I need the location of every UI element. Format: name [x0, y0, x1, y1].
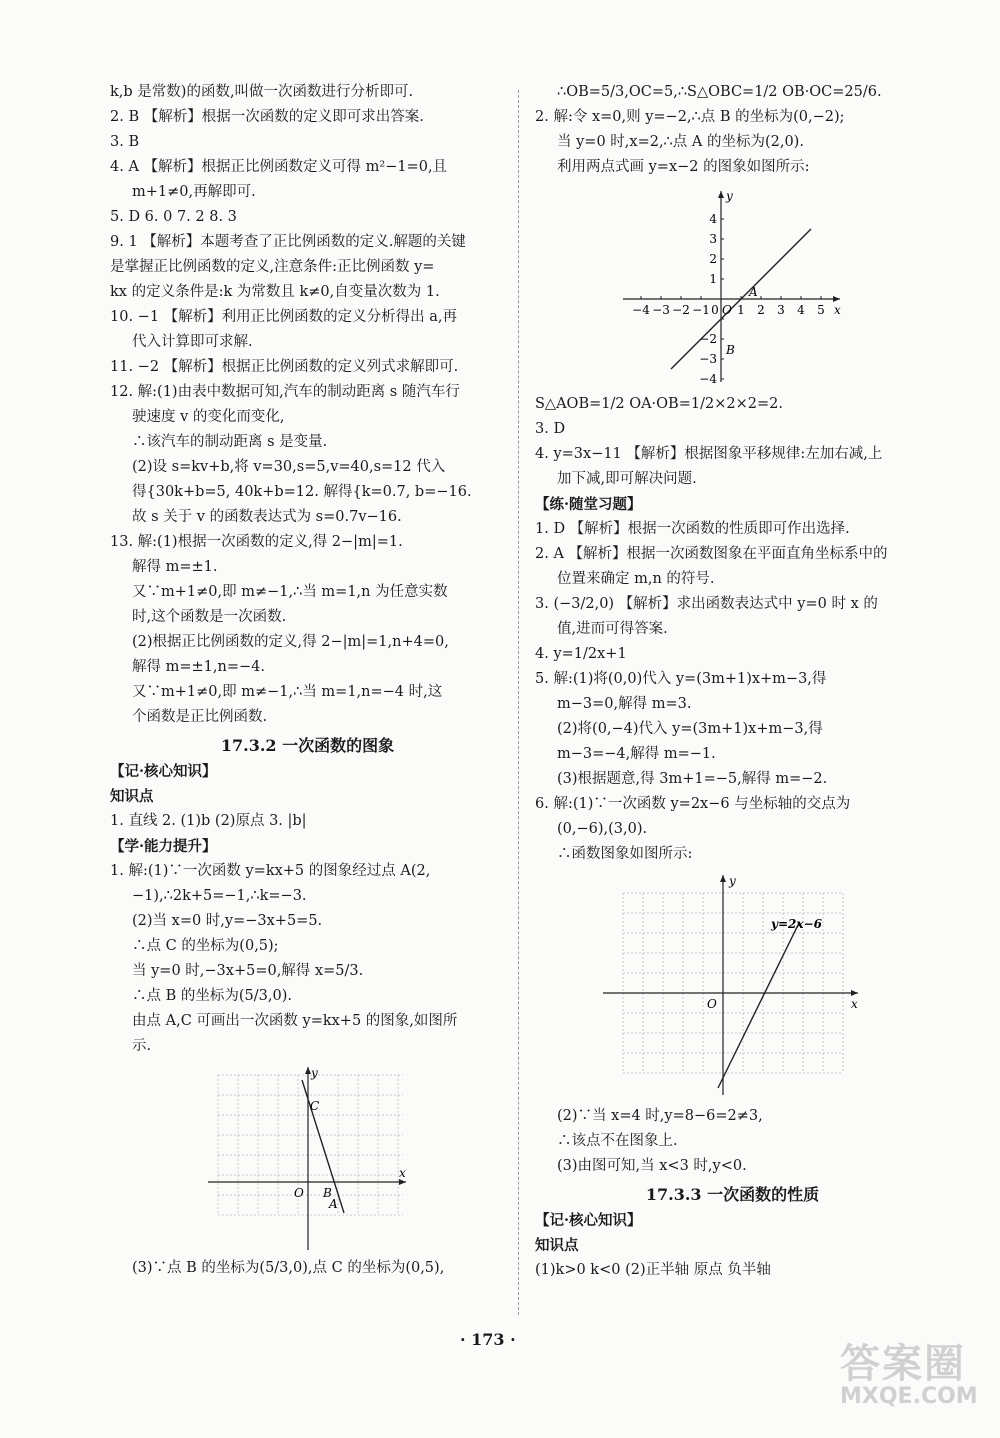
text-line: ∴OB=5/3,OC=5,∴S△OBC=1/2 OB·OC=25/6.	[557, 84, 882, 100]
text-line: 6. 解:(1)∵一次函数 y=2x−6 与坐标轴的交点为	[535, 796, 851, 812]
x-tick-label: 4	[796, 303, 805, 317]
text-line: ∴该汽车的制动距离 s 是变量.	[132, 434, 328, 450]
function-label: y=2x−6	[770, 917, 822, 931]
section-tag: 【练·随堂习题】	[535, 496, 642, 513]
text-line: 3. D	[535, 421, 566, 437]
text-line: 利用两点式画 y=x−2 的图象如图所示:	[557, 159, 810, 175]
y-tick-label: 4	[708, 212, 717, 226]
graph-line-x-minus-2	[618, 186, 848, 386]
section-title: 17.3.2 一次函数的图象	[220, 736, 395, 755]
origin-label: O	[721, 303, 732, 317]
text-line: 3. (−3/2,0) 【解析】求出函数表达式中 y=0 时 x 的	[535, 596, 878, 612]
x-tick-label: 1	[736, 303, 745, 317]
right-column	[535, 80, 930, 1283]
axis-label-x: x	[833, 303, 841, 317]
section-tag: 【学·能力提升】	[110, 838, 217, 856]
section-title: 17.3.3 一次函数的性质	[645, 1185, 820, 1204]
section-tag: 【记·核心知识】	[535, 1212, 642, 1230]
watermark	[840, 1340, 990, 1430]
y-tick-label: −2	[698, 332, 717, 346]
point-label-a: A	[328, 1197, 338, 1212]
text-line: 10. −1 【解析】利用正比例函数的定义分析得出 a,再	[110, 309, 458, 325]
x-tick-label: 2	[756, 303, 765, 317]
text-line: 当 y=0 时,−3x+5=0,解得 x=5/3.	[132, 963, 364, 980]
text-line: 个函数是正比例函数.	[132, 709, 268, 725]
text-line: ∴点 C 的坐标为(0,5);	[132, 938, 279, 955]
graph-line-2x-minus-6	[603, 873, 863, 1098]
text-line: 解得 m=±1,n=−4.	[132, 659, 265, 675]
x-tick-label: 5	[816, 303, 825, 317]
x-tick-label: 0	[710, 303, 719, 317]
text-line: 2. A 【解析】根据一次函数图象在平面直角坐标系中的	[535, 546, 888, 562]
text-line: (0,−6),(3,0).	[557, 821, 648, 837]
text-line: ∴该点不在图象上.	[557, 1133, 678, 1149]
text-line: 1. 解:(1)∵一次函数 y=kx+5 的图象经过点 A(2,	[110, 863, 431, 880]
point-label-a: A	[748, 285, 758, 299]
text-line: 位置来确定 m,n 的符号.	[557, 571, 715, 587]
y-tick-label: −3	[698, 352, 717, 366]
text-line: (3)由图可知,当 x<3 时,y<0.	[557, 1158, 747, 1174]
text-line: (2)∵当 x=4 时,y=8−6=2≠3,	[557, 1108, 763, 1124]
y-tick-label: 3	[708, 232, 717, 246]
text-line: 代入计算即可求解.	[132, 334, 253, 350]
text-line: (1)k>0 k<0 (2)正半轴 原点 负半轴	[535, 1262, 771, 1279]
axis-label-x: x	[398, 1166, 406, 1181]
text-line: 1. 直线 2. (1)b (2)原点 3. |b|	[110, 813, 307, 830]
text-line: (2)设 s=kv+b,将 v=30,s=5,v=40,s=12 代入	[132, 459, 446, 475]
text-line: 4. A 【解析】根据正比例函数定义可得 m²−1=0,且	[110, 159, 448, 175]
left-column	[110, 80, 505, 1281]
text-line: S△AOB=1/2 OA·OB=1/2×2×2=2.	[535, 396, 783, 412]
axis-label-y: y	[728, 874, 736, 888]
x-tick-label: 3	[776, 303, 785, 317]
text-line: k,b 是常数)的函数,叫做一次函数进行分析即可.	[110, 84, 414, 100]
text-line: (2)根据正比例函数的定义,得 2−|m|=1,n+4=0,	[132, 634, 449, 650]
axis-label-y: y	[725, 189, 733, 203]
text-line: 又∵m+1≠0,即 m≠−1,∴当 m=1,n=−4 时,这	[132, 684, 443, 700]
text-line: −1),∴2k+5=−1,∴k=−3.	[132, 888, 307, 905]
text-line: 驶速度 v 的变化而变化,	[132, 409, 285, 425]
text-line: 加下减,即可解决问题.	[557, 471, 697, 487]
text-line: 13. 解:(1)根据一次函数的定义,得 2−|m|=1.	[110, 534, 403, 550]
y-tick-label: 1	[708, 272, 717, 286]
page-number: · 173 ·	[460, 1330, 516, 1349]
x-tick-label: −4	[631, 303, 650, 317]
text-line: 又∵m+1≠0,即 m≠−1,∴当 m=1,n 为任意实数	[132, 584, 448, 600]
text-line: 11. −2 【解析】根据正比例函数的定义列式求解即可.	[110, 359, 459, 375]
x-tick-label: −3	[651, 303, 670, 317]
text-line: 解得 m=±1.	[132, 559, 218, 575]
text-line: (2)当 x=0 时,y=−3x+5=5.	[132, 913, 323, 930]
text-line: ∴点 B 的坐标为(5/3,0).	[132, 988, 292, 1005]
text-line: 4. y=1/2x+1	[535, 646, 627, 662]
text-line: (2)将(0,−4)代入 y=(3m+1)x+m−3,得	[557, 721, 823, 737]
text-line: 示.	[132, 1038, 152, 1055]
point-label-b: B	[322, 1186, 332, 1201]
text-line: 3. B	[110, 134, 140, 150]
text-line: 时,这个函数是一次函数.	[132, 609, 287, 625]
text-line: 是掌握正比例函数的定义,注意条件:正比例函数 y=	[110, 259, 435, 275]
axis-label-x: x	[850, 997, 858, 1011]
text-line: kx 的定义条件是:k 为常数且 k≠0,自变量次数为 1.	[110, 284, 440, 300]
watermark-title: 答案圈	[840, 1341, 966, 1387]
text-line: 5. 解:(1)将(0,0)代入 y=(3m+1)x+m−3,得	[535, 671, 827, 687]
text-line: 2. B 【解析】根据一次函数的定义即可求出答案.	[110, 109, 424, 125]
text-line: 当 y=0 时,x=2,∴点 A 的坐标为(2,0).	[557, 134, 804, 150]
point-label-b: B	[725, 343, 735, 357]
column-divider	[518, 90, 519, 1315]
text-line: 1. D 【解析】根据一次函数的性质即可作出选择.	[535, 521, 850, 537]
text-line: 4. y=3x−11 【解析】根据图象平移规律:左加右减,上	[535, 446, 883, 462]
text-line: 2. 解:令 x=0,则 y=−2,∴点 B 的坐标为(0,−2);	[535, 109, 845, 125]
equation-system-line: 得{30k+b=5, 40k+b=12. 解得{k=0.7, b=−16.	[132, 484, 472, 500]
graph-line-kx-plus-5	[208, 1065, 408, 1250]
text-line: m−3=0,解得 m=3.	[557, 696, 692, 712]
axis-label-y: y	[310, 1066, 318, 1081]
text-line: ∴函数图象如图所示:	[557, 846, 693, 862]
text-line: 值,进而可得答案.	[557, 621, 668, 637]
watermark-url: MXQE.COM	[840, 1384, 978, 1409]
y-tick-label: −4	[698, 372, 717, 386]
section-tag: 【记·核心知识】	[110, 763, 217, 781]
text-line: m−3=−4,解得 m=−1.	[557, 746, 716, 762]
subheading: 知识点	[535, 1237, 579, 1255]
point-label-c: C	[309, 1099, 319, 1114]
text-line: 5. D 6. 0 7. 2 8. 3	[110, 209, 237, 225]
text-line: 12. 解:(1)由表中数据可知,汽车的制动距离 s 随汽车行	[110, 384, 460, 400]
text-line: 由点 A,C 可画出一次函数 y=kx+5 的图象,如图所	[132, 1013, 458, 1030]
origin-label: O	[293, 1186, 304, 1201]
origin-label: O	[706, 997, 717, 1011]
text-line: 故 s 关于 v 的函数表达式为 s=0.7v−16.	[132, 509, 402, 525]
x-tick-label: −2	[671, 303, 690, 317]
text-line: (3)根据题意,得 3m+1=−5,解得 m=−2.	[557, 771, 828, 787]
text-line: m+1≠0,再解即可.	[132, 184, 256, 200]
x-tick-label: −1	[691, 303, 710, 317]
y-tick-label: 2	[708, 252, 717, 266]
subheading: 知识点	[110, 788, 154, 806]
text-line: (3)∵点 B 的坐标为(5/3,0),点 C 的坐标为(0,5),	[132, 1260, 445, 1277]
text-line: 9. 1 【解析】本题考查了正比例函数的定义.解题的关键	[110, 234, 466, 250]
